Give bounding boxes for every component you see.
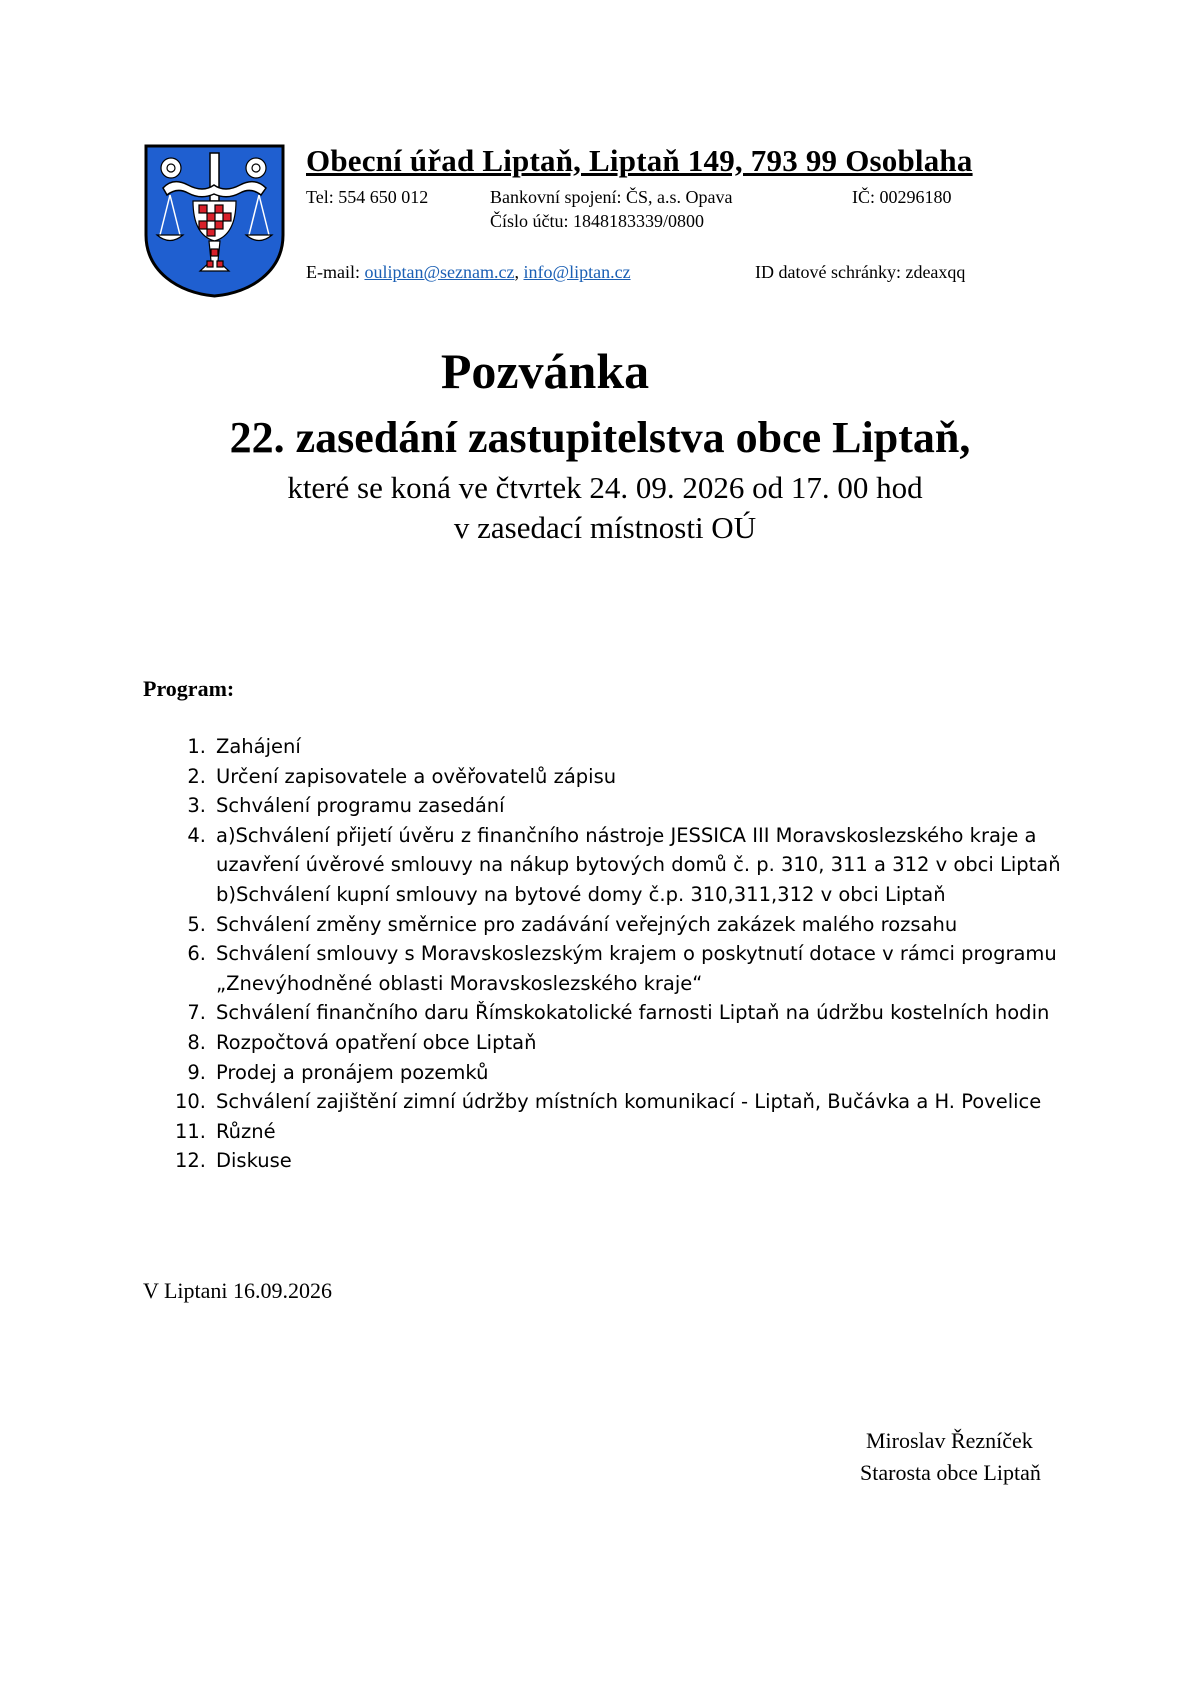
item-number: 10. (174, 1090, 206, 1114)
email-separator: , (514, 262, 524, 282)
list-item (168, 910, 1088, 940)
office-ico: IČ: 00296180 (852, 187, 952, 207)
list-item (168, 1146, 1088, 1176)
coat-of-arms-icon (143, 143, 286, 299)
item-number: 7. (187, 1001, 206, 1025)
list-item (168, 998, 1088, 1028)
list-item (168, 1117, 1088, 1147)
list-item (168, 1058, 1088, 1088)
list-item (168, 791, 1088, 821)
email-label: E-mail: (306, 262, 365, 282)
place-and-date: V Liptani 16.09.2026 (143, 1278, 333, 1303)
office-databox: ID datové schránky: zdeaxqq (755, 262, 966, 282)
item-text: Různé (216, 1119, 276, 1143)
item-text: Schválení zajištění zimní údržby místních komunikací - Liptaň, Bučávka a H. Povelice (216, 1090, 1042, 1114)
item-number: 9. (187, 1060, 206, 1084)
list-item (168, 939, 1088, 998)
program-label: Program: (143, 676, 235, 701)
meeting-date-time: které se koná ve čtvrtek 24. 09. 2026 od 17. 00 hod (287, 470, 923, 505)
item-number: 3. (187, 794, 206, 818)
item-number: 4. (187, 823, 206, 847)
item-text: Schválení finančního daru Římskokatolické farnosti Liptaň na údržbu kostelních hodin (216, 1001, 1050, 1025)
list-item (168, 1028, 1088, 1058)
office-bank: Bankovní spojení: ČS, a.s. Opava (490, 187, 733, 207)
program-list (168, 732, 1088, 1176)
office-account: Číslo účtu: 1848183339/0800 (490, 211, 705, 231)
item-text: Schválení změny směrnice pro zadávání veřejných zakázek malého rozsahu (216, 912, 958, 936)
item-number: 6. (187, 942, 206, 966)
meeting-title: 22. zasedání zastupitelstva obce Liptaň, (229, 413, 971, 462)
list-item (168, 1087, 1088, 1117)
list-item (168, 762, 1088, 792)
office-email (306, 262, 631, 283)
item-number: 1. (187, 735, 206, 758)
item-text: Diskuse (216, 1149, 292, 1173)
signer-role: Starosta obce Liptaň (860, 1460, 1041, 1485)
meeting-location: v zasedací místnosti OÚ (453, 510, 757, 545)
item-text: Prodej a pronájem pozemků (216, 1060, 489, 1084)
item-number: 5. (187, 912, 206, 936)
signer-name: Miroslav Řezníček (866, 1428, 1033, 1453)
item-text: Rozpočtová opatření obce Liptaň (216, 1030, 537, 1054)
item-text: Schválení smlouvy s Moravskoslezským krajem o poskytnutí dotace v rámci programu „Znevýhodněné oblasti Moravskoslezského kraje“ (216, 942, 1057, 995)
item-text: a)Schválení přijetí úvěru z finančního nástroje JESSICA III Moravskoslezského kraje a uzavření úvěrové smlouvy na nákup bytových domů č. p. 310, 311 a 312 v obci Liptaň b)Schválení kupní smlouvy na bytové domy č.p. 310,311,312 v obci Liptaň (216, 823, 1061, 906)
invitation-title: Pozvánka (440, 343, 650, 399)
list-item (168, 732, 1088, 762)
item-text: Schválení programu zasedání (216, 794, 505, 818)
item-text: Zahájení (216, 735, 301, 758)
list-item (168, 821, 1088, 910)
email-link-info[interactable]: info@liptan.cz (523, 262, 631, 282)
office-phone: Tel: 554 650 012 (306, 187, 429, 207)
item-number: 12. (174, 1149, 206, 1173)
office-heading: Obecní úřad Liptaň, Liptaň 149, 793 99 Osoblaha (306, 143, 973, 178)
email-link-ouliptan[interactable]: ouliptan@seznam.cz (364, 262, 515, 282)
item-text: Určení zapisovatele a ověřovatelů zápisu (216, 764, 617, 788)
item-number: 2. (187, 764, 206, 788)
item-number: 8. (187, 1030, 206, 1054)
item-number: 11. (174, 1119, 206, 1143)
